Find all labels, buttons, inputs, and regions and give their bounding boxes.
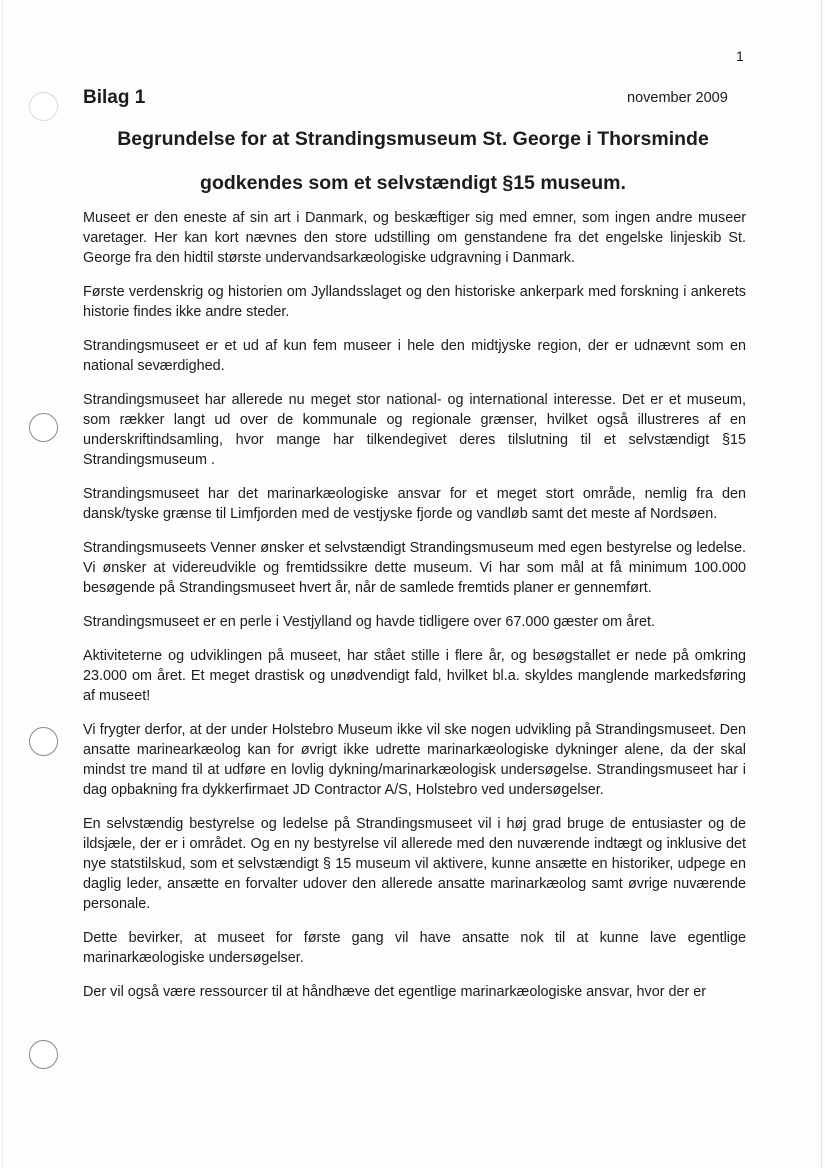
body-paragraph: En selvstændig bestyrelse og ledelse på Strandingsmuseet vil i høj grad bruge de entusiaster og de ildsjæle, der er i området. Og en ny bestyrelse vil allerede med den nuværende indtægt og inklusive det nye statstilskud, som et selvstændigt § 15 museum vil aktivere, kunne ansætte en historiker, udpege en daglig leder, ansætte en forvalter udover den allerede ansatte marinarkæolog samt øvrige nuværende personale. [83, 816, 746, 912]
document-date: november 2009 [627, 90, 728, 106]
document-title-line-2: godkendes som et selvstændigt §15 museum. [200, 172, 626, 194]
body-paragraph: Aktiviteterne og udviklingen på museet, har stået stille i flere år, og besøgstallet er nede på omkring 23.000 om året. Et meget drastisk og unødvendigt fald, hvilket bl.a. skyldes manglende markedsføring af museet! [83, 648, 746, 704]
body-paragraph: Strandingsmuseets Venner ønsker et selvstændigt Strandingsmuseum med egen bestyrelse og ledelse. Vi ønsker at videreudvikle og fremtidssikre dette museum. Vi har som mål at få minimum 100.000 besøgende på Strandingsmuseet hvert år, når de samlede fremtids planer er gennemført. [83, 540, 746, 596]
scan-edge-left [2, 0, 3, 1168]
document-title-line-1: Begrundelse for at Strandingsmuseum St. George i Thorsminde [117, 128, 709, 150]
punch-hole-mark [29, 1040, 58, 1069]
punch-hole-mark [29, 92, 58, 121]
punch-hole-mark [29, 727, 58, 756]
punch-hole-mark [29, 413, 58, 442]
body-paragraph: Museet er den eneste af sin art i Danmark, og beskæftiger sig med emner, som ingen andre museer varetager. Her kan kort nævnes den store udstilling om genstandene fra det engelske linjeskib St. George fra den hidtil største undervandsarkæologiske udgravning i Danmark. [83, 210, 746, 266]
appendix-label: Bilag 1 [83, 87, 146, 108]
document-body [83, 208, 746, 1016]
body-paragraph: Strandingsmuseet har allerede nu meget stor national- og international interesse. Det er et museum, som rækker langt ud over de kommunale og regionale grænser, hvilket også illustreres af en underskriftindsamling, hvor mange har tilkendegivet deres tilslutning til et selvstændigt §15 Strandingsmuseum . [83, 392, 746, 468]
page-number: 1 [736, 48, 744, 64]
body-paragraph: Dette bevirker, at museet for første gang vil have ansatte nok til at kunne lave egentlige marinarkæologiske undersøgelser. [83, 930, 746, 966]
body-paragraph: Vi frygter derfor, at der under Holstebro Museum ikke vil ske nogen udvikling på Strandingsmuseet. Den ansatte marinearkæolog kan for øvrigt ikke udrette marinarkæologiske dykninger alene, da der skal mindst tre mand til at udføre en lovlig dykning/marinarkæologisk undersøgelse. Strandingsmuseet har i dag opbakning fra dykkerfirmaet JD Contractor A/S, Holstebro ved undersøgelser. [83, 722, 746, 798]
body-paragraph: Første verdenskrig og historien om Jyllandsslaget og den historiske ankerpark med forskning i ankerets historie findes ikke andre steder. [83, 284, 746, 320]
body-paragraph: Strandingsmuseet er et ud af kun fem museer i hele den midtjyske region, der er udnævnt som en national seværdighed. [83, 338, 746, 374]
body-paragraph: Der vil også være ressourcer til at håndhæve det egentlige marinarkæologiske ansvar, hvor der er [83, 984, 707, 1000]
body-paragraph: Strandingsmuseet har det marinarkæologiske ansvar for et meget stort område, nemlig fra den dansk/tyske grænse til Limfjorden med de vestjyske fjorde og vandløb samt det meste af Nordsøen. [83, 486, 746, 522]
scan-edge-right [821, 0, 822, 1168]
body-paragraph: Strandingsmuseet er en perle i Vestjylland og havde tidligere over 67.000 gæster om året. [83, 614, 655, 630]
